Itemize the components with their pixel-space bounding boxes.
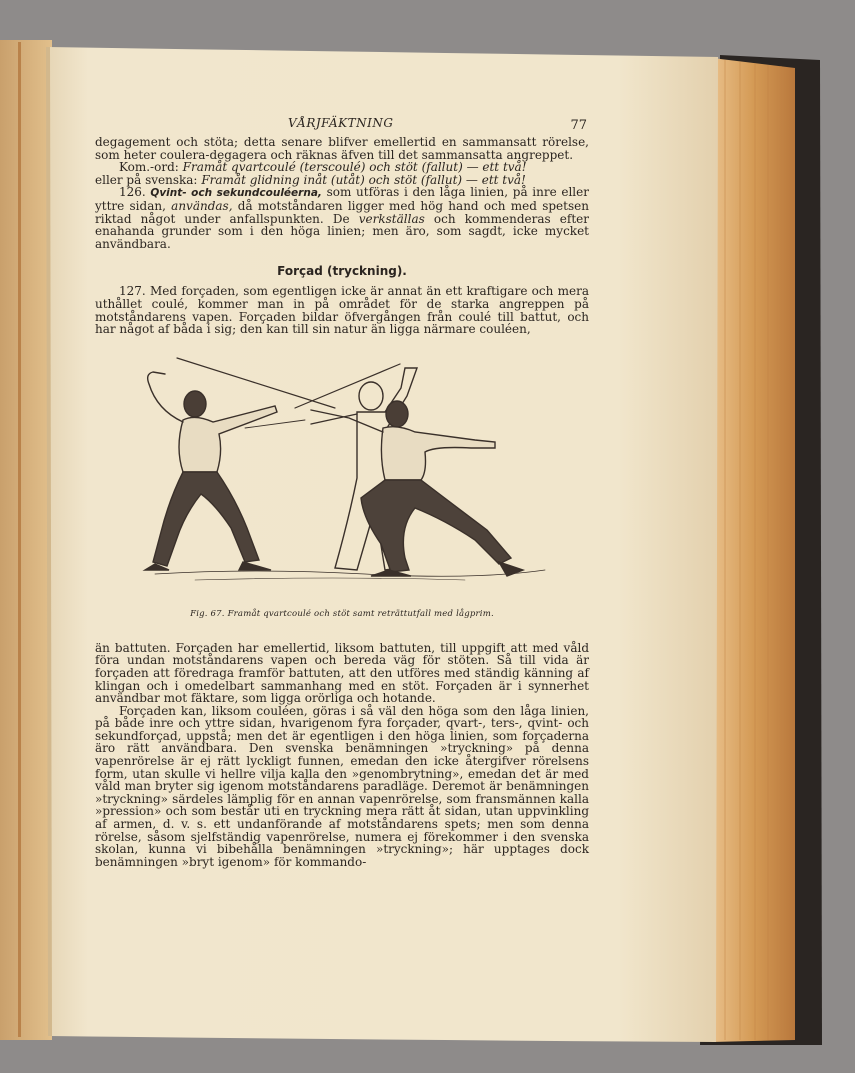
paragraph-number: 126. bbox=[119, 185, 146, 200]
paragraph-degagement: degagement och stöta; detta senare blifver emellertid en sammansatt rörelse, som heter coulera-degagera och räknas äfven till det sammansatta angreppet. bbox=[95, 135, 589, 162]
page-content bbox=[95, 112, 589, 868]
swedish-phrase: Framåt glidning inåt (utåt) och stöt (fallut) — ett två! bbox=[201, 172, 526, 187]
figure-67 bbox=[95, 344, 589, 632]
paragraph-continuation: än battuten. Forçaden har emellertid, liksom battuten, till uppgift att med våld föra undan motståndarens vapen och bereda väg för stöten. Så till vida är forçaden att föredraga framför battuten, att den utföres med ständig känning af klingan och i omedelbart sammanhang med en stöt. Forçaden är i synnerhet användbar mot fäktare, som ligga orörliga och hotande. bbox=[95, 640, 589, 706]
paragraph-126 bbox=[95, 186, 589, 250]
term-verkstallas: verkställas bbox=[358, 211, 425, 226]
paragraph-127-block bbox=[95, 285, 589, 335]
fencers-illustration bbox=[135, 348, 555, 603]
swedish-lead: eller på svenska: bbox=[95, 172, 198, 187]
page-number: 77 bbox=[570, 118, 587, 133]
section-heading: Forçad (tryckning). bbox=[277, 264, 407, 279]
lower-text bbox=[95, 642, 589, 869]
term-qvint-sekund: Qvint- och sekundcouléerna, bbox=[150, 187, 322, 200]
upper-text bbox=[95, 136, 589, 250]
running-head bbox=[95, 112, 589, 136]
para-126-text2: då motståndaren ligger med hög hand och med spetsen riktad något under anfallspunkten. De bbox=[95, 198, 589, 226]
kommando-lead: Kom.-ord: bbox=[119, 160, 179, 175]
term-anvandas: användas, bbox=[171, 198, 233, 213]
right-page-edges bbox=[712, 58, 795, 1042]
para-126-text1: som utföras i den låga linien, på inre eller yttre sidan, bbox=[95, 185, 589, 213]
paragraph-127: 127. Med forçaden, som egentligen icke är annat än ett kraftigare och mera uthållet coulé, kommer man in på området för de starka angreppen på motståndarens vapen. Forçaden bildar öfvergången från coulé till battut, och har något af båda i sig; den kan till sin natur än ligga närmare couléen, bbox=[95, 284, 589, 337]
para-126-text3: och kommenderas efter enahanda grunder som i den höga linien; men äro, som sagdt, icke mycket användbara. bbox=[95, 211, 590, 251]
figure-caption: Fig. 67. Framåt qvartcoulé och stöt samt reträttutfall med lågprim. bbox=[190, 608, 494, 619]
left-page-edge bbox=[0, 40, 52, 1040]
kommando-phrase: Framåt qvartcoulé (terscoulé) och stöt (fallut) — ett två! bbox=[182, 160, 527, 175]
running-title: VÅRJFÄKTNING bbox=[288, 116, 394, 130]
paragraph-last: Forçaden kan, liksom couléen, göras i så väl den höga som den låga linien, på både inre och yttre sidan, hvarigenom fyra forçader, qvart-, ters-, qvint- och sekundforçad, uppstå; men det är egentligen i den höga linien, som forçaderna äro rätt användbara. Den svenska benämningen »tryckning» på denna vapenrörelse är ej rätt lyckligt funnen, emedan den icke återgifver rörelsens form, utan skulle vi hellre vilja kalla den »genombrytning», emedan det är med våld man bryter sig igenom motståndarens paradläge. Deremot är benämningen »tryckning» särdeles lämplig för en annan vapenrörelse, som fransmännen kalla »pression» och som består uti en tryckning mera rätt åt sidan, utan uppvinkling af armen, d. v. s. ett undanförande af motståndarens spets; men som denna rörelse, såsom sjelfständig vapenrörelse, numera ej förekommer i den svenska skolan, kunna vi bibehålla benämningen »tryckning»; här upptages dock benämningen »bryt igenom» för kommando- bbox=[95, 703, 589, 869]
